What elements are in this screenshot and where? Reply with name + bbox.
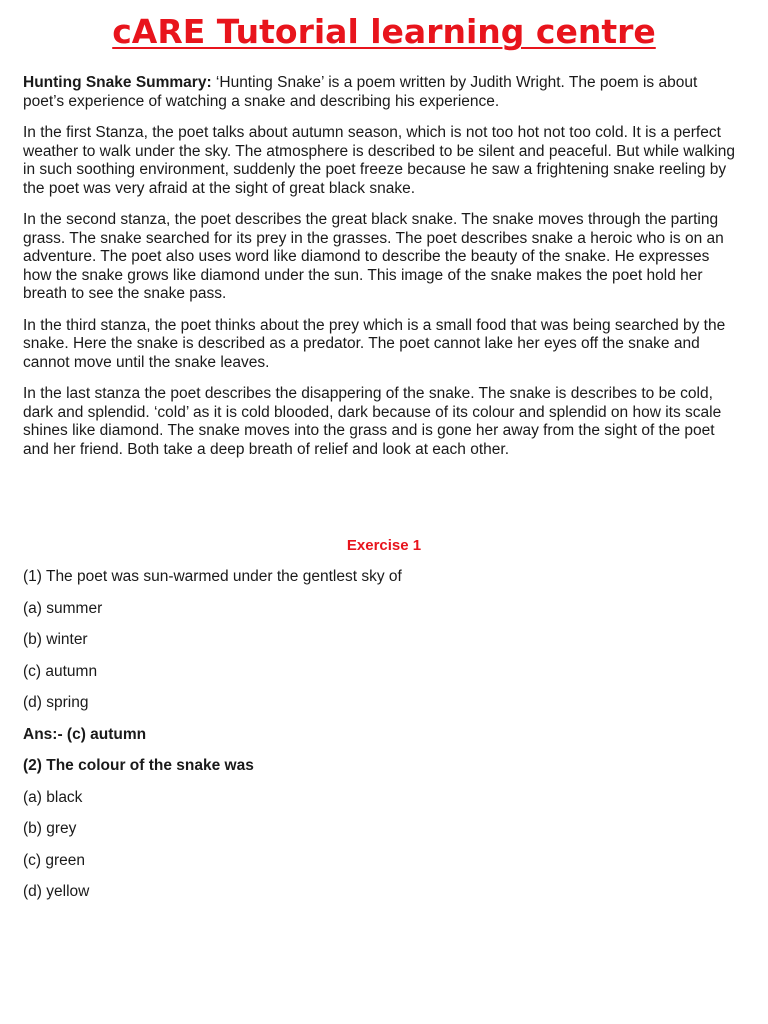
summary-section	[23, 74, 739, 472]
stanza-2-paragraph: In the second stanza, the poet describes the great black snake. The snake moves through the parting grass. The snake searched for its prey in the grasses. The poet describes snake a heroic who is on an adventure. The poet also uses word like diamond to describe the beauty of the snake. He expresses how the snake grows like diamond under the sun. This image of the snake makes the poet hold her breath to see the snake pass.	[23, 211, 724, 302]
option-d: (d) spring	[23, 694, 89, 711]
question-2: (2) The colour of the snake was	[23, 757, 254, 774]
option-c: (c) green	[23, 851, 86, 869]
page-title: cARE Tutorial learning centre	[112, 12, 656, 51]
summary-paragraph	[23, 74, 739, 111]
summary-lead: Hunting Snake Summary:	[23, 74, 212, 91]
option-a: (a) summer	[23, 599, 103, 617]
question-1: (1) The poet was sun-warmed under the gentlest sky of	[23, 568, 402, 585]
option-a: (a) black	[23, 788, 83, 806]
summary-text: ‘Hunting Snake’ is a poem written by Judith Wright. The poem is about poet’s experience of watching a snake and describing his experience.	[23, 74, 698, 110]
option-c: (c) autumn	[23, 662, 98, 680]
stanza-3-paragraph: In the third stanza, the poet thinks about the prey which is a small food that was being searched by the snake. Here the snake is described as a predator. The poet cannot lake her eyes off the snake and cannot move until the snake leaves.	[23, 316, 726, 371]
answer-1: Ans:- (c) autumn	[23, 725, 147, 743]
option-b: (b) grey	[23, 820, 77, 837]
option-b: (b) winter	[23, 631, 88, 648]
exercise-heading: Exercise 1	[346, 537, 422, 554]
stanza-1-paragraph: In the first Stanza, the poet talks about autumn season, which is not too hot not too cold. It is a perfect weather to walk under the sky. The atmosphere is described to be silent and peaceful. But while walking in such soothing environment, suddenly the poet freeze because he saw a frightening snake reeling by the poet was very afraid at the sight of great black snake.	[23, 124, 735, 197]
stanza-4-paragraph: In the last stanza the poet describes the disappering of the snake. The snake is describes to be cold, dark and splendid. ‘cold’ as it is cold blooded, dark because of its colour and splendid on how its scale shines like diamond. The snake moves into the grass and is gone her away from the sight of the poet and her friend. Both take a deep breath of relief and look at each other.	[23, 385, 722, 458]
option-d: (d) yellow	[23, 883, 90, 900]
exercise-list	[23, 567, 739, 914]
